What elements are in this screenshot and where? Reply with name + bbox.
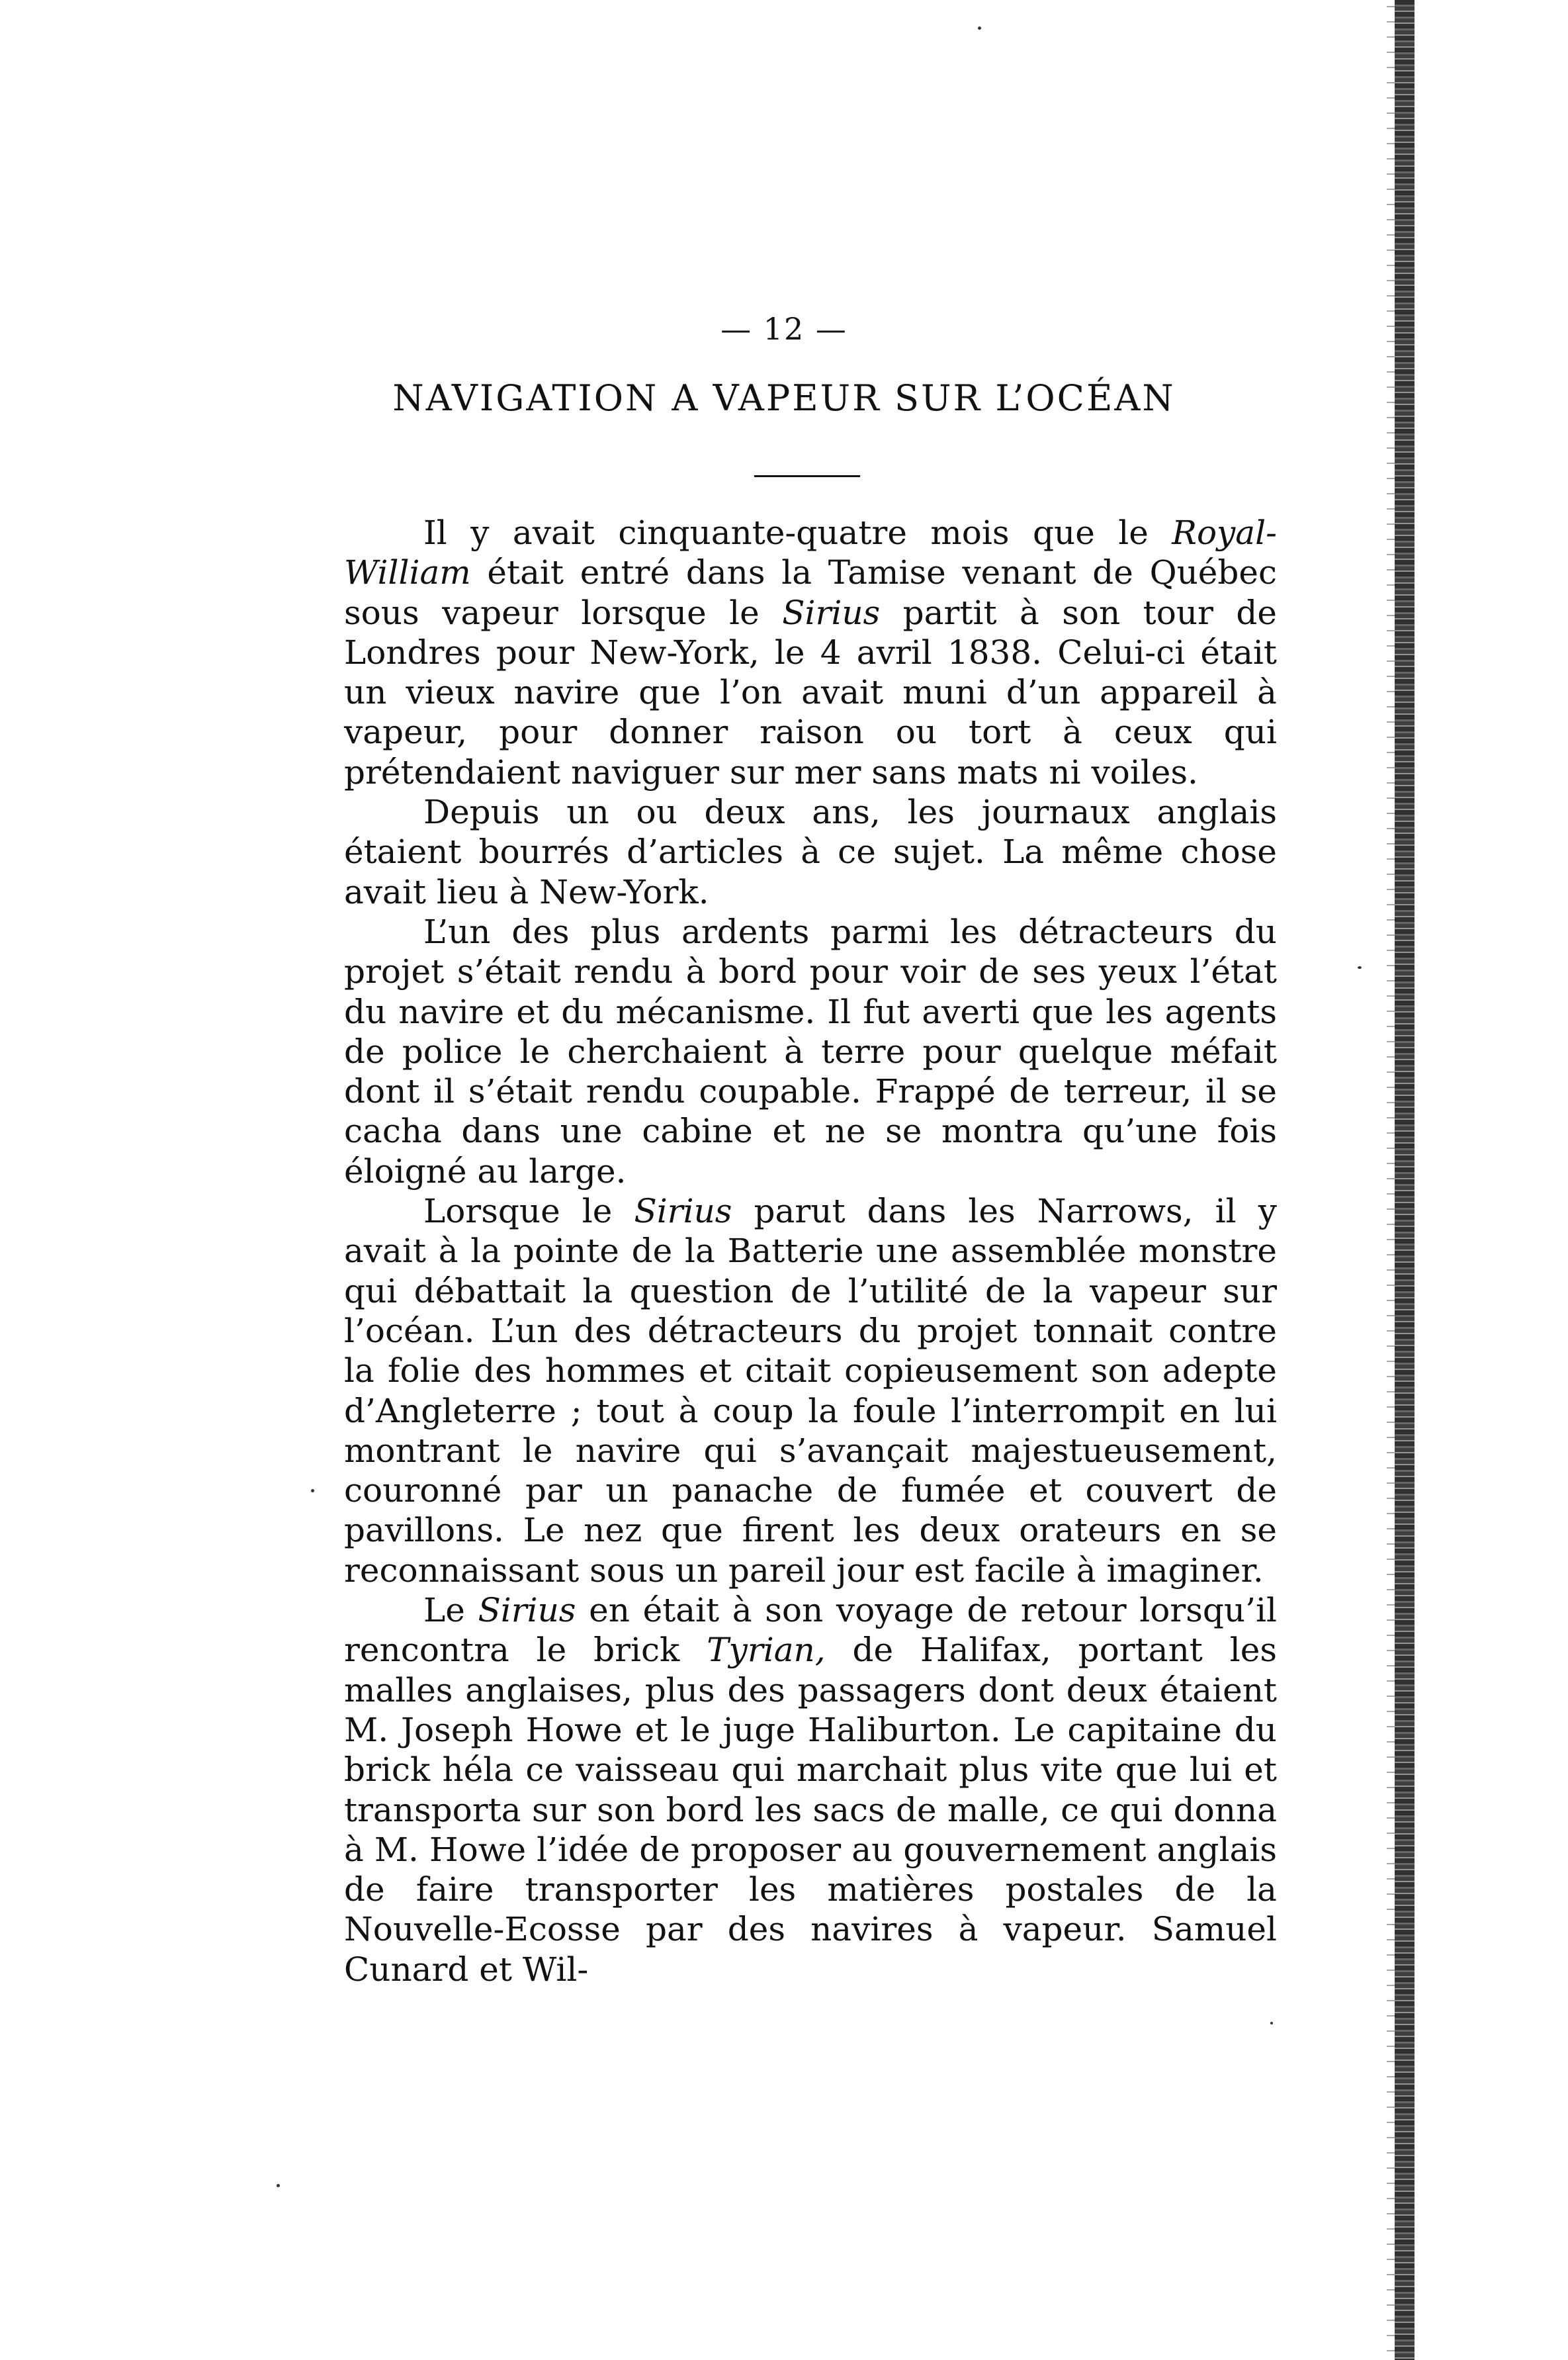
scan-speck [1270, 2022, 1273, 2024]
text-run: Le [423, 1591, 478, 1630]
paragraph [344, 792, 1277, 912]
page-number: — 12 — [720, 311, 848, 347]
chapter-title: NAVIGATION A VAPEUR SUR L’OCÉAN [392, 377, 1176, 419]
text-run: de Halifax, portant les malles anglaises, plus des passagers dont deux étaient M. Joseph Howe et le juge Haliburton. Le capitaine du brick héla ce vaisseau qui marchait plus vite que lui et transporta sur son bord les sacs de malle, ce qui donna à M. Howe l’idée de proposer au gouvernement anglais de faire transporter les matières postales de la Nouvelle-Ecosse par des navires à vapeur. Samuel Cunard et Wil- [344, 1631, 1277, 1989]
italic-text: Sirius [478, 1591, 576, 1630]
paragraph [344, 912, 1277, 1191]
text-run: L’un des plus ardents parmi les détracteurs du projet s’était rendu à bord pour voir de ses yeux l’état du navire et du mécanisme. Il fut averti que les agents de police le cherchaient à terre pour quelque méfait dont il s’était rendu coupable. Frappé de terreur, il se cacha dans une cabine et ne se montra qu’une fois éloigné au large. [344, 912, 1277, 1191]
text-run: partit à son tour de Londres pour New-York, le 4 avril 1838. Celui-ci était un vieux navire que l’on avait muni d’un appareil à vapeur, pour donner raison ou tort à ceux qui prétendaient naviguer sur mer sans mats ni voiles. [344, 593, 1277, 792]
italic-text: Tyrian, [707, 1631, 826, 1670]
scan-speck [978, 26, 981, 30]
body-text [344, 513, 1277, 1989]
paragraph [344, 1191, 1277, 1590]
text-run: Depuis un ou deux ans, les journaux anglais étaient bourrés d’articles à ce sujet. La même chose avait lieu à New-York. [344, 793, 1277, 911]
scan-speck [1358, 966, 1362, 969]
italic-text: Sirius [782, 593, 881, 632]
paragraph [344, 513, 1277, 792]
text-run: parut dans les Narrows, il y avait à la pointe de la Batterie une assemblée monstre qui débattait la question de l’utilité de la vapeur sur l’océan. L’un des détracteurs du projet tonnait contre la folie des hommes et citait copieusement son adepte d’Angleterre ; tout à coup la foule l’interrompit en lui montrant le navire qui s’avançait majestueusement, couronné par un panache de fumée et couvert de pavillons. Le nez que firent les deux orateurs en se reconnaissant sous un pareil jour est facile à imaginer. [344, 1192, 1277, 1590]
text-run: Il y avait cinquante-quatre mois que le [423, 514, 1172, 552]
italic-text: Royal-William [344, 514, 1277, 592]
scan-speck [277, 2184, 280, 2187]
title-rule [754, 475, 860, 477]
text-run: Lorsque le [423, 1192, 634, 1231]
paragraph [344, 1590, 1277, 1989]
scan-edge [1395, 0, 1415, 2360]
scan-speck [311, 1489, 314, 1492]
text-run: était entré dans la Tamise venant de Québec sous vapeur lorsque le [344, 553, 1277, 632]
text-run: en était à son voyage de retour lorsqu’il rencontra le brick [344, 1591, 1277, 1670]
italic-text: Sirius [634, 1192, 732, 1231]
